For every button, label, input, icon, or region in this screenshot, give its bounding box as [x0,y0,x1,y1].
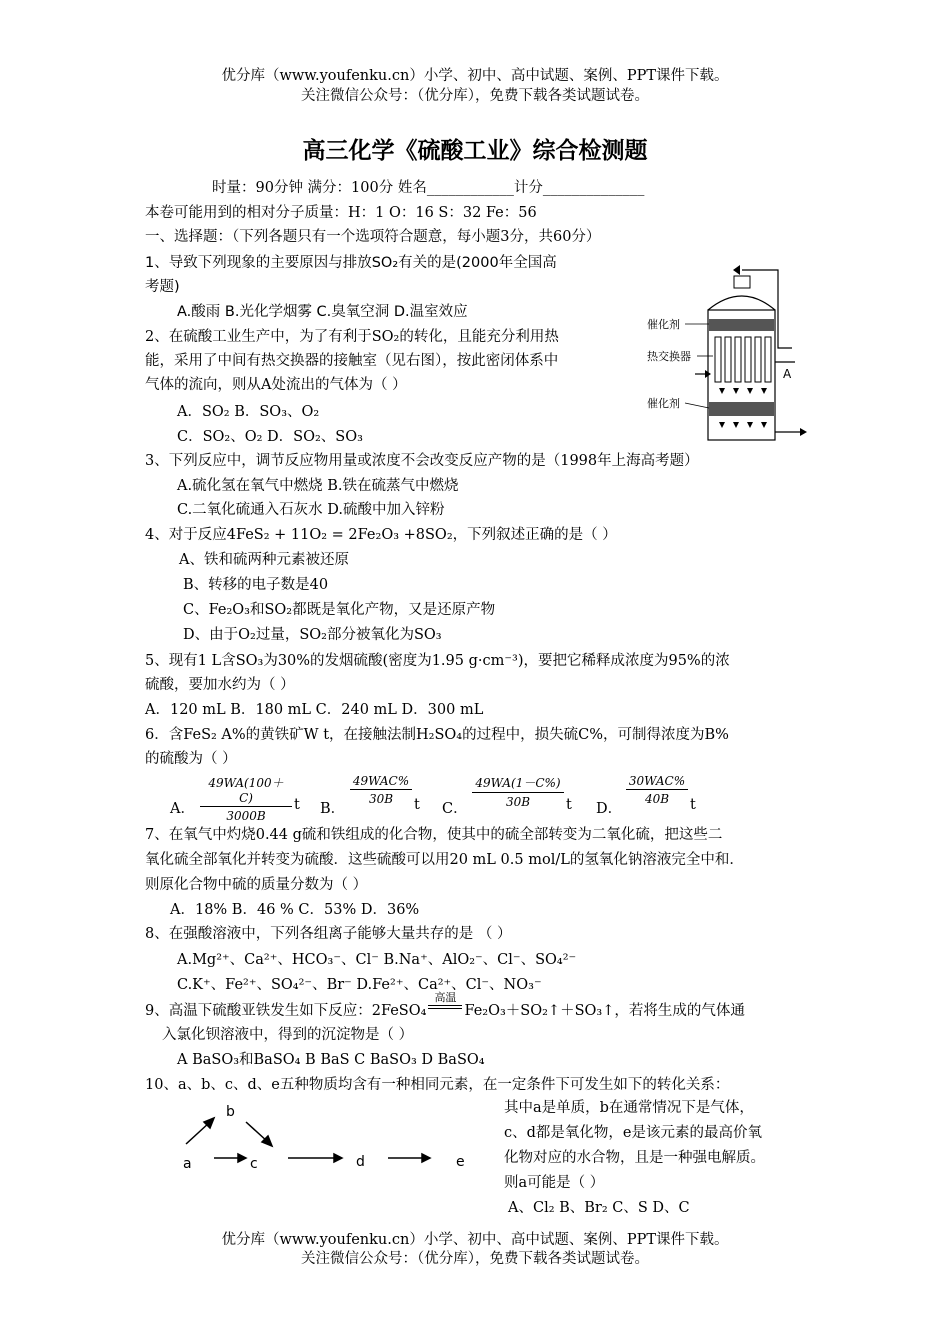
section-heading: 一、选择题：（下列各题只有一个选项符合题意，每小题3分，共60分） [145,229,601,245]
q3-options-2: C.二氧化硫通入石灰水 D.硫酸中加入锌粉 [177,502,445,518]
q5-stem-1: 5、现有1 L含SO₃为30%的发烟硫酸(密度为1.95 g·cm⁻³)，要把它稀释成浓度为95%的浓 [145,653,730,669]
label-catalyst-top: 催化剂 [647,318,680,331]
q10-desc-3: 化物对应的水合物，且是一种强电解质。 [504,1150,765,1166]
top-nozzle [734,276,750,288]
q9-stem-1b: Fe₂O₃＋SO₂↑＋SO₃↑，若将生成的气体通 [464,1003,745,1019]
chamber-dome [708,296,775,310]
q2-stem-2: 能，采用了中间有热交换器的接触室（见右图），按此密闭体系中 [145,353,559,369]
q4-stem: 4、对于反应4FeS₂ + 11O₂ = 2Fe₂O₃ +8SO₂，下列叙述正确的是（ ） [145,527,617,543]
q9-options: A BaSO₃和BaSO₄ B BaS C BaSO₃ D BaSO₄ [177,1052,485,1068]
q2-stem-1: 2、在硫酸工业生产中，为了有利于SO₂的转化，且能充分利用热 [145,329,559,345]
q6-stem-2: 的硫酸为（ ） [145,751,237,767]
q6-option-b-fraction [350,774,412,806]
q6-unit: t [414,797,420,813]
q6-d-denominator: 40B [644,792,670,806]
q6-option-d-fraction [626,774,688,806]
q7-options: A．18% B．46 % C．53% D．36% [170,902,420,918]
q1-stem-2: 考题) [145,279,180,295]
catalyst-layer-bottom [709,402,774,416]
q6-b-numerator: 49WAC% [350,774,412,790]
q8-stem: 8、在强酸溶液中，下列各组离子能够大量共存的是 （ ） [145,926,512,942]
node-d: d [356,1154,365,1170]
q8-options-2: C.K⁺、Fe²⁺、SO₄²⁻、Br⁻ D.Fe²⁺、Ca²⁺、Cl⁻、NO₃⁻ [177,977,542,993]
q3-options-1: A.硫化氢在氧气中燃烧 B.铁在硫蒸气中燃烧 [177,478,459,494]
q7-stem-3: 则原化合物中硫的质量分数为（ ） [145,877,368,893]
q6-option-c-label: C． [442,801,468,817]
q6-unit: t [690,797,696,813]
q7-stem-1: 7、在氧气中灼烧0.44 g硫和铁组成的化合物，使其中的硫全部转变为二氧化硫，把这些二 [145,827,723,843]
q6-stem-1: 6．含FeS₂ A%的黄铁矿W t，在接触法制H₂SO₄的过程中，损失硫C%，可制得浓度为B% [145,727,729,743]
q9-stem-1a: 9、高温下硫酸亚铁发生如下反应：2FeSO₄ [145,1003,427,1019]
intro-text: 本卷可能用到的相对分子质量：H：1 O：16 S：32 Fe：56 [145,205,537,221]
node-e: e [456,1154,465,1170]
q4-option-b: B、转移的电子数是40 [183,577,329,593]
arrow-icon [800,428,807,436]
exam-meta: 时量：90分钟 满分：100分 姓名____________计分______________ [212,180,645,196]
header-line-2: 关注微信公众号：（优分库），免费下载各类试题试卷。 [301,88,649,104]
q4-option-c: C、Fe₂O₃和SO₂都既是氧化产物，又是还原产物 [183,602,496,618]
catalyst-layer-top [709,319,774,331]
header-line-1: 优分库（www.youfenku.cn）小学、初中、高中试题、案例、PPT课件下载。 [221,68,729,84]
q6-unit: t [294,797,300,813]
q5-options: A．120 mL B．180 mL C．240 mL D．300 mL [145,702,484,718]
q9-condition [426,991,464,1021]
q9-condition-label: 高温 [434,991,457,1004]
footer-line-1: 优分库（www.youfenku.cn）小学、初中、高中试题、案例、PPT课件下载。 [221,1232,729,1248]
q6-a-denominator: 3000B [226,809,266,823]
node-c: c [250,1156,258,1172]
q2-stem-3: 气体的流向，则从A处流出的气体为（ ） [145,377,407,393]
q5-stem-2: 硫酸，要加水约为（ ） [145,677,295,693]
q6-b-denominator: 30B [368,792,394,806]
q10-stem: 10、a、b、c、d、e五种物质均含有一种相同元素，在一定条件下可发生如下的转化关系： [145,1077,730,1093]
q3-stem: 3、下列反应中，调节反应物用量或浓度不会改变反应产物的是（1998年上海高考题） [145,453,699,469]
q2-options-1: A．SO₂ B．SO₃、O₂ [177,404,320,420]
q6-a-numerator: 49WA(100＋C) [200,774,292,807]
q6-unit: t [566,797,572,813]
q10-desc-2: c、d都是氧化物，e是该元素的最高价氧 [504,1125,762,1141]
q4-option-d: D、由于O₂过量，SO₂部分被氧化为SO₃ [183,627,442,643]
q9-equals-sign [428,1005,462,1009]
q6-c-numerator: 49WA(1－C%) [472,774,564,793]
q9-stem-1 [145,991,745,1021]
q10-options: A、Cl₂ B、Br₂ C、S D、C [508,1200,690,1216]
contact-chamber-figure [645,262,820,444]
q2-options-2: C．SO₂、O₂ D．SO₂、SO₃ [177,429,363,445]
q10-conversion-diagram [170,1098,490,1178]
footer-line-2: 关注微信公众号：（优分库），免费下载各类试题试卷。 [301,1251,649,1267]
q6-option-c-fraction [472,774,564,809]
label-catalyst-bottom: 催化剂 [647,397,680,410]
q10-desc-1: 其中a是单质，b在通常情况下是气体， [504,1100,754,1116]
page-title: 高三化学《硫酸工业》综合检测题 [302,138,648,164]
q8-options-1: A.Mg²⁺、Ca²⁺、HCO₃⁻、Cl⁻ B.Na⁺、AlO₂⁻、Cl⁻、SO₄²⁻ [177,952,577,968]
arrow-icon [733,265,740,275]
q1-options: A.酸雨 B.光化学烟雾 C.臭氧空洞 D.温室效应 [177,304,468,320]
q9-stem-2: 入氯化钡溶液中，得到的沉淀物是（ ） [162,1027,414,1043]
q6-d-numerator: 30WAC% [626,774,688,790]
node-b: b [226,1104,235,1120]
q4-option-a: A、铁和硫两种元素被还原 [179,552,349,568]
q6-option-d-label: D． [596,801,623,817]
q6-option-b-label: B． [320,801,346,817]
label-heat-exchanger: 热交换器 [647,350,691,363]
q6-c-denominator: 30B [505,795,531,809]
q10-desc-4: 则a可能是（ ） [504,1175,605,1191]
label-outlet-a: A [783,367,792,381]
q1-stem-1: 1、导致下列现象的主要原因与排放SO₂有关的是(2000年全国高 [145,255,557,271]
q7-stem-2: 氧化硫全部氧化并转变为硫酸．这些硫酸可以用20 mL 0.5 mol/L的氢氧化钠溶液完全中和． [145,852,744,868]
conversion-arrows [186,1118,430,1162]
q6-option-a-fraction [200,774,292,823]
node-a: a [183,1156,192,1172]
q6-option-a-label: A． [170,801,195,817]
